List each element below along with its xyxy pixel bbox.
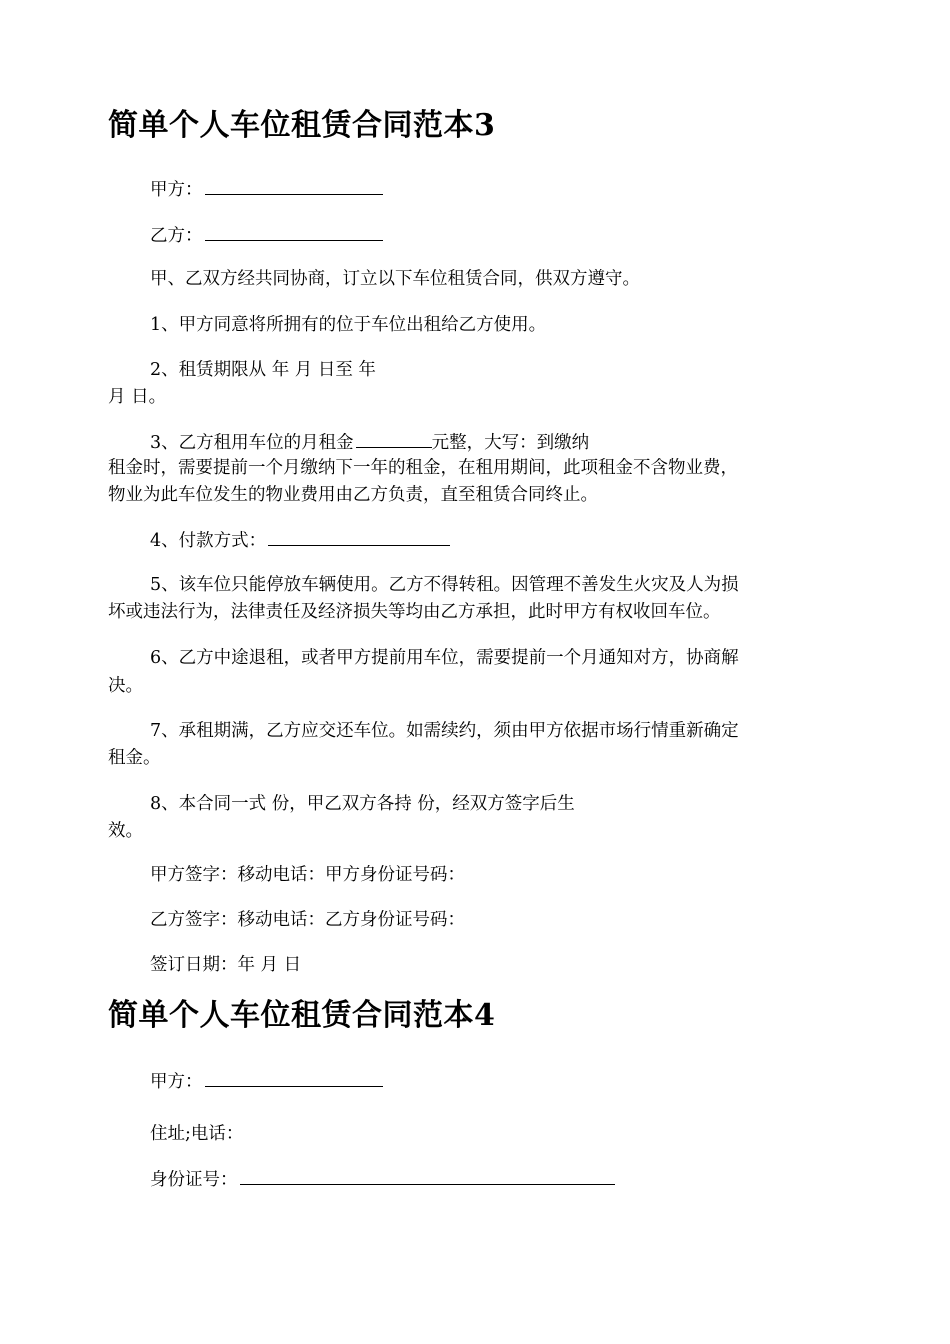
clause-2-line-1: 2、租赁期限从 年 月 日至 年 (150, 360, 376, 380)
intro-paragraph: 甲、乙双方经共同协商，订立以下车位租赁合同，供双方遵守。 (150, 269, 640, 289)
clause-8-line-2: 效。 (108, 821, 143, 841)
clause-7-line-2: 租金。 (108, 748, 161, 768)
clause-3-line-1 (150, 429, 589, 456)
party-b-field (150, 222, 383, 249)
id-number-field (150, 1166, 615, 1193)
clause-1: 1、甲方同意将所拥有的位于车位出租给乙方使用。 (150, 315, 547, 335)
party-a-label: 甲方： (150, 1072, 203, 1092)
clause-6-line-1: 6、乙方中途退租，或者甲方提前用车位，需要提前一个月通知对方，协商解 (150, 648, 739, 668)
rent-amount-blank (356, 429, 432, 448)
section-title: 简单个人车位租赁合同范本3 (108, 108, 496, 143)
id-number-label: 身份证号： (150, 1170, 238, 1190)
party-b-blank (205, 222, 383, 241)
clause-8-line-1: 8、本合同一式 份，甲乙双方各持 份，经双方签字后生 (150, 794, 575, 814)
payment-label: 4、付款方式： (150, 531, 267, 551)
party-a-field (150, 176, 383, 203)
clause-3-line-2: 租金时，需要提前一个月缴纳下一年的租金，在租用期间，此项租金不含物业费， (108, 458, 738, 478)
party-a-blank (205, 1068, 383, 1087)
clause-5-line-2: 坏或违法行为，法律责任及经济损失等均由乙方承担，此时甲方有权收回车位。 (108, 602, 721, 622)
party-b-label: 乙方： (150, 226, 203, 246)
party-a-signature-line: 甲方签字：移动电话：甲方身份证号码： (150, 865, 465, 885)
clause-6-line-2: 决。 (108, 676, 143, 696)
clause-7-line-1: 7、承租期满，乙方应交还车位。如需续约，须由甲方依据市场行情重新确定 (150, 721, 739, 741)
party-a-blank (205, 176, 383, 195)
clause-5-line-1: 5、该车位只能停放车辆使用。乙方不得转租。因管理不善发生火灾及人为损 (150, 575, 739, 595)
party-b-signature-line: 乙方签字：移动电话：乙方身份证号码： (150, 910, 465, 930)
payment-blank (268, 527, 450, 546)
address-phone-line: 住址;电话： (150, 1124, 244, 1144)
party-a-label: 甲方： (150, 180, 203, 200)
clause-4-payment (150, 527, 450, 554)
party-a-field (150, 1068, 383, 1095)
id-number-blank (240, 1166, 615, 1185)
section-title: 简单个人车位租赁合同范本4 (108, 998, 496, 1033)
clause-3-line-3: 物业为此车位发生的物业费用由乙方负责，直至租赁合同终止。 (108, 485, 598, 505)
clause-2-line-2: 月 日。 (108, 387, 167, 407)
clause-3-text-post: 元整，大写：到缴纳 (431, 433, 590, 453)
signing-date-line: 签订日期：年 月 日 (150, 955, 302, 975)
clause-3-text-pre: 3、乙方租用车位的月租金 (150, 433, 354, 453)
